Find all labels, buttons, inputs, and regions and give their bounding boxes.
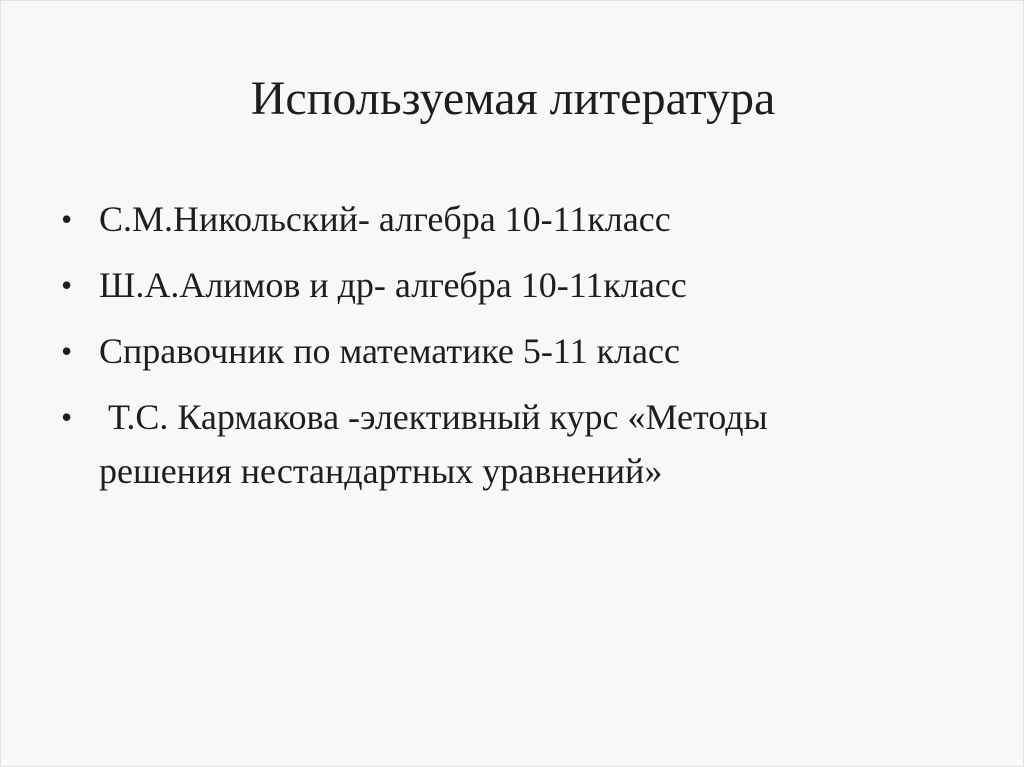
list-item-text: Справочник по математике 5-11 класс bbox=[99, 331, 680, 371]
bullet-icon: • bbox=[61, 333, 73, 369]
bullet-list bbox=[61, 191, 961, 509]
list-item bbox=[61, 389, 961, 499]
bullet-icon: • bbox=[61, 201, 73, 237]
list-item-text: С.М.Никольский- алгебра 10-11класс bbox=[99, 199, 671, 239]
list-item bbox=[61, 191, 961, 247]
list-item-text-continuation: решения нестандартных уравнений» bbox=[99, 451, 663, 491]
list-item-text: Ш.А.Алимов и др- алгебра 10-11класс bbox=[99, 265, 687, 305]
slide-title: Используемая литература bbox=[250, 72, 776, 125]
bullet-icon: • bbox=[61, 399, 73, 435]
list-item bbox=[61, 323, 961, 379]
bullet-icon: • bbox=[61, 267, 73, 303]
list-item-text: Т.С. Кармакова -элективный курс «Методы bbox=[99, 397, 768, 437]
list-item bbox=[61, 257, 961, 313]
